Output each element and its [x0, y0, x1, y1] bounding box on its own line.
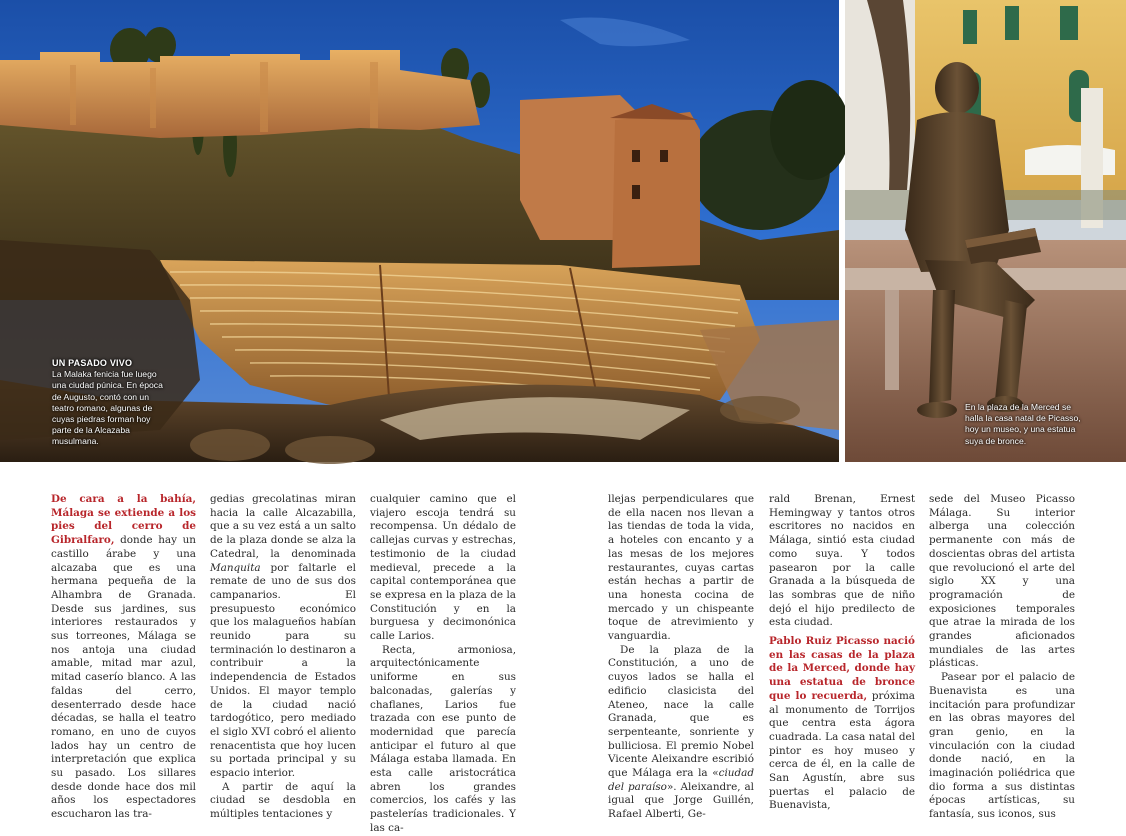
column-2-text-a: gedias grecolatinas miran hacia la calle Alcazabilla, que a su vez está a un salto de la plaza donde se alza la Catedral, la denominada	[210, 493, 356, 560]
column-2-paragraph-2: A partir de aquí la ciudad se desdobla en múltiples tentaciones y	[210, 780, 356, 821]
column-2-text-b: por faltarle el remate de uno de sus dos campanarios. El presupuesto económico que los malagueños habían reunido para su terminación lo destinaron a contribuir a la independencia de Estados Unidos. El mayor templo de la ciudad nació tardogótico, pero mediado el siglo XVI cobró el aliento renacentista que hoy lucen su portada principal y su espacio interior.	[210, 561, 356, 780]
column-4-text-b: ». Aleixandre, al igual que Jorge Guillén, Rafael Alberti, Ge-	[608, 780, 754, 821]
column-4-paragraph-1: llejas perpendiculares que de ella nacen nos llevan a las tiendas de toda la vida, a hoteles con encanto y a las mesas de los mejores restaurantes, cuyas cartas están hechas a partir de una honesta cocina de mercado y un chispeante toque de atrevimiento y vanguardia.	[608, 493, 754, 643]
column-3-paragraph-1: cualquier camino que el viajero escoja tendrá su recompensa. Un dédalo de callejas curvas y estrechas, testimonio de la ciudad medieval, precede a la capital contemporánea que se expresa en la plaza de la Constitución y en la burguesa y decimonónica calle Larios.	[370, 493, 516, 643]
column-6-paragraph-2: Pasear por el palacio de Buenavista es una incitación para profundizar en las obras mayores del gran genio, en la vinculación con la ciudad donde nació, en la imaginación poliédrica que dio forma a sus distintas épocas artísticas, su fantasía, sus iconos, sus	[929, 671, 1075, 821]
column-4-text-a: De la plaza de la Constitución, a uno de cuyos lados se halla el edificio clasicista del Ateneo, nace la calle Granada, que es serpenteante, sonriente y bulliciosa. El premio Nobel Vicente Aleixandre escribió que Málaga era la «	[608, 643, 754, 780]
manquita-italic: Manquita	[210, 561, 261, 574]
column-6-paragraph-1: sede del Museo Picasso Málaga. Su interior alberga una colección permanente con más de doscientas obras del artista que revolucionó el arte del siglo XX y una programación de exposiciones temporales que atrae la mirada de los grandes aficionados mundiales de las artes plásticas.	[929, 493, 1075, 670]
caption-left	[52, 358, 164, 448]
column-5-paragraph-1: rald Brenan, Ernest Hemingway y tantos otros escritores no nacidos en Málaga, sintió esta ciudad como suya. Y todos pasearon por la calle Granada a la búsqueda de las sombras que de niño dejó el hijo predilecto de esta ciudad.	[769, 493, 915, 629]
column-3-paragraph-2: Recta, armoniosa, arquitectónicamente uniforme en sus balconadas, galerías y chaflanes, Larios fue trazada con ese punto de modernidad que parecía anticipar el futuro al que Málaga estaba llamada. En esta calle aristocrática abren los grandes comercios, los cafés y las pastelerías tradicionales. Y las ca-	[370, 643, 516, 834]
ciudad-paraiso-italic: ciudad del paraíso	[608, 767, 754, 793]
column-3	[370, 493, 516, 834]
column-1-text: donde hay un castillo árabe y una alcazaba que es una hermana pequeña de la Alhambra de Granada. Desde sus jardines, sus interiores restaurados y sus torreones, Málaga se nos antoja una ciudad amable, mitad mar azul, mitad caserío blanco. A las faldas del cerro, desenterrado desde hace décadas, se halla el teatro romano, en uno de cuyos lados hay un centro de interpretación que explica su pasado. Los sillares desde donde hace dos mil años los espectadores escucharon las tra-	[51, 534, 196, 821]
subhead-picasso: Pablo Ruiz Picasso nació en las casas de la plaza de la Merced, donde hay una estatua de bronce que lo recuerda,	[769, 635, 915, 702]
column-6	[929, 493, 1075, 821]
column-4	[608, 493, 754, 821]
caption-left-text: La Malaka fenicia fue luego una ciudad púnica. En época de Augusto, contó con un teatro romano, algunas de cuyas piedras forman hoy parte de la Alcazaba musulmana.	[52, 369, 163, 447]
lead-paragraph: De cara a la bahía, Málaga se extiende a los pies del cerro de Gibralfaro,	[51, 493, 196, 547]
caption-right-text: En la plaza de la Merced se halla la casa natal de Picasso, hoy un museo, y una estatua suya de bronce.	[965, 402, 1081, 446]
picasso-statue-illustration	[845, 0, 1126, 462]
column-1	[51, 493, 196, 821]
photo-picasso-statue	[845, 0, 1126, 462]
caption-right	[965, 402, 1083, 447]
article-body	[0, 493, 1126, 834]
column-5-text: próxima al monumento de Torrijos que centra esta ágora cuadrada. La casa natal del pintor es hoy museo y cerca de él, en la calle de San Agustín, abre sus puertas el palacio de Buenavista,	[769, 689, 915, 812]
column-5	[769, 493, 915, 812]
caption-left-title: UN PASADO VIVO	[52, 358, 133, 368]
column-2	[210, 493, 356, 821]
